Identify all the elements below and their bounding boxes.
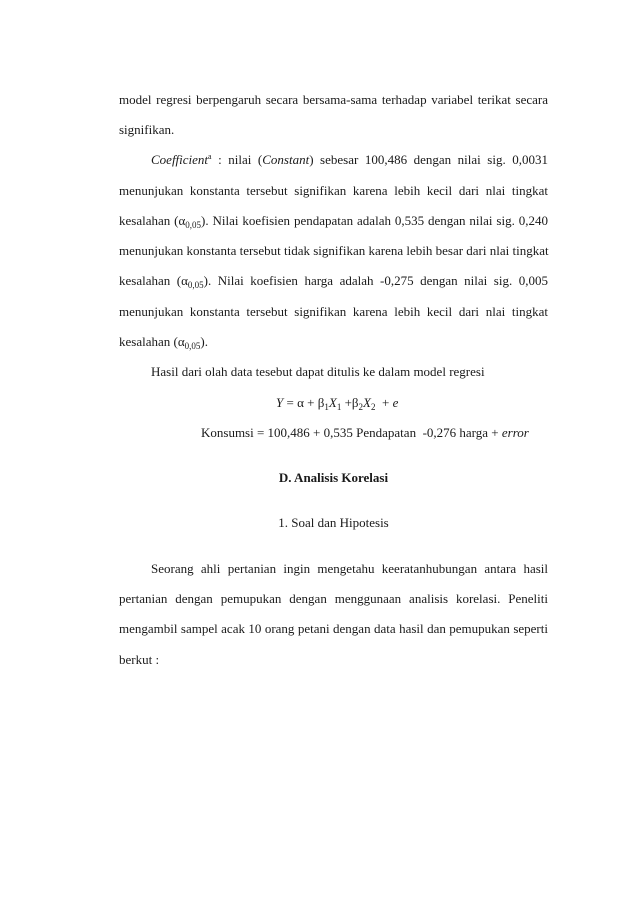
eq-plus: + <box>375 395 393 410</box>
eq-sub: 2 <box>358 402 364 412</box>
fitted-equation-error: error <box>501 425 529 440</box>
paragraph-line: menunjukan konstanta tersebut signifikan karena lebih kecil dari nlai tingkat <box>119 304 548 319</box>
paragraph-line: menunjukan konstanta tersebut tidak signifikan karena lebih besar dari nlai tingkat <box>119 243 549 258</box>
section-heading: D. Analisis Korelasi <box>278 470 389 485</box>
eq-beta: β <box>351 395 359 410</box>
eq-error: e <box>392 395 399 410</box>
paragraph-line <box>119 273 548 289</box>
text-span: kesalahan ( <box>119 213 179 228</box>
paragraph-line <box>119 213 548 229</box>
eq-sub: 1 <box>324 402 329 412</box>
alpha-symbol: α <box>177 334 185 349</box>
text-span: kesalahan ( <box>119 273 182 288</box>
eq-x2: X <box>363 395 371 410</box>
paragraph-line: berkut : <box>119 652 160 667</box>
alpha-symbol: α <box>178 213 186 228</box>
eq-sub: 2 <box>370 402 376 412</box>
alpha-subscript: 0,05 <box>184 341 201 351</box>
paragraph-line: pertanian dengan pemupukan dengan menggunaan analisis korelasi. Peneliti <box>119 591 548 606</box>
paragraph-line: Seorang ahli pertanian ingin mengetahu keeratanhubungan antara hasil <box>151 561 548 576</box>
eq-alpha: α <box>297 395 304 410</box>
fitted-equation-text: Konsumsi = 100,486 + 0,535 Pendapatan -0,276 harga + <box>201 425 502 440</box>
text-span: ). Nilai koefisien harga adalah -0,275 dengan nilai sig. 0,005 <box>203 273 548 288</box>
alpha-symbol: α <box>181 273 188 288</box>
eq-y: Y <box>276 395 284 410</box>
paragraph-line: model regresi berpengaruh secara bersama-sama terhadap variabel terikat secara <box>119 92 548 107</box>
alpha-subscript: 0,05 <box>185 220 202 230</box>
paragraph-line: Hasil dari olah data tesebut dapat ditulis ke dalam model regresi <box>151 364 485 379</box>
eq-x1: X <box>328 395 337 410</box>
text-span: ) sebesar 100,486 dengan nilai sig. 0,0031 <box>309 152 549 167</box>
eq-equals: = <box>283 395 298 410</box>
eq-plus: + <box>341 395 352 410</box>
constant-term: Constant <box>262 152 310 167</box>
text-span: ). Nilai koefisien pendapatan adalah 0,535 dengan nilai sig. 0,240 <box>201 213 548 228</box>
eq-beta: β <box>317 395 325 410</box>
regression-equation <box>276 395 398 411</box>
text-span: ). <box>200 334 208 349</box>
eq-plus: + <box>303 395 318 410</box>
text-span: : nilai ( <box>211 152 263 167</box>
subsection-heading: 1. Soal dan Hipotesis <box>278 515 389 530</box>
paragraph-line <box>151 152 548 168</box>
fitted-equation <box>201 425 529 441</box>
alpha-subscript: 0,05 <box>187 280 204 290</box>
coefficient-superscript: a <box>208 152 212 161</box>
paragraph-line: mengambil sampel acak 10 orang petani dengan data hasil dan pemupukan seperti <box>119 621 548 636</box>
eq-sub: 1 <box>336 402 342 412</box>
coefficient-term: Coefficient <box>151 152 209 167</box>
paragraph-line <box>119 334 548 350</box>
text-span: kesalahan ( <box>119 334 178 349</box>
paragraph-line: signifikan. <box>119 122 175 137</box>
paragraph-line: menunjukan konstanta tersebut signifikan karena lebih kecil dari nlai tingkat <box>119 183 548 198</box>
